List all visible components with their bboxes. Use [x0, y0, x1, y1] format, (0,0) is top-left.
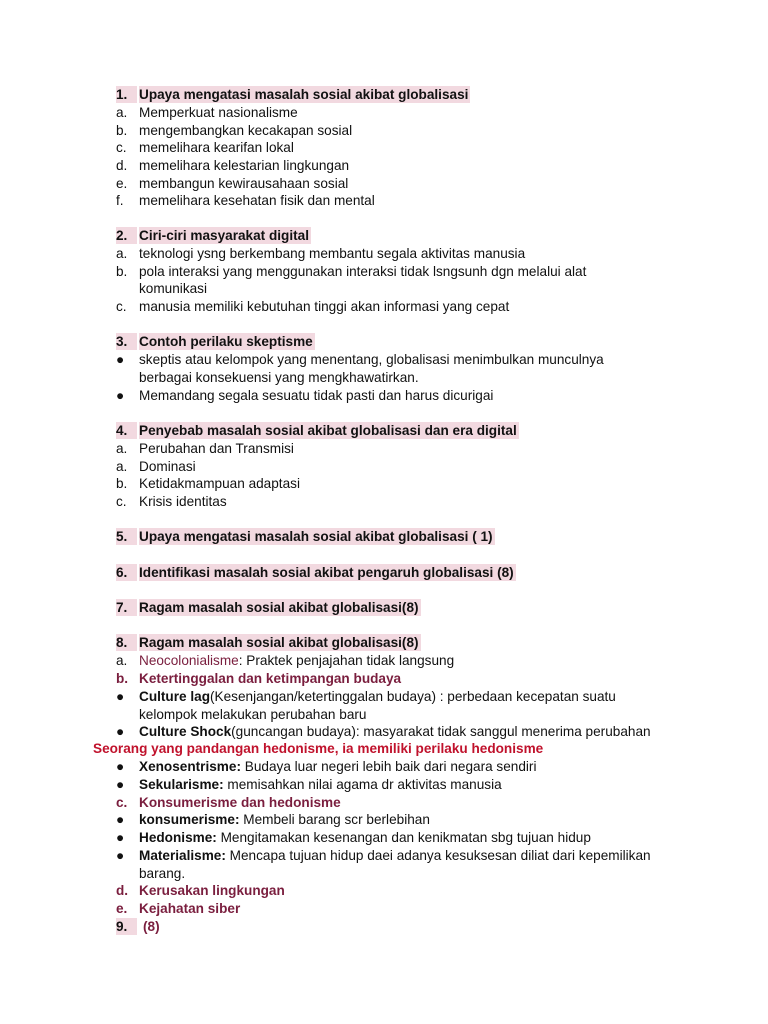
bullet-icon: ●	[116, 777, 125, 792]
note-text: Seorang yang pandangan hedonisme, ia memiliki perilaku hedonisme	[93, 741, 544, 756]
heading-text: Penyebab masalah sosial akibat globalisasi dan era digital	[139, 423, 517, 438]
term: Culture lag	[139, 689, 210, 704]
heading-text: Upaya mengatasi masalah sosial akibat globalisasi	[139, 87, 469, 102]
term: Xenosentrisme:	[139, 759, 241, 774]
definition: : Praktek penjajahan tidak langsung	[238, 653, 455, 668]
list-text: memelihara kelestarian lingkungan	[139, 158, 350, 173]
list-text: berbagai konsekuensi yang mengkhawatirkan.	[139, 370, 419, 385]
definition: Membeli barang scr berlebihan	[239, 812, 430, 827]
list-text: Ketertinggalan dan ketimpangan budaya	[139, 671, 402, 686]
list-marker: b.	[116, 264, 128, 279]
bullet-icon: ●	[116, 830, 125, 845]
list-text: memelihara kesehatan fisik dan mental	[139, 193, 375, 208]
bullet-icon: ●	[116, 848, 125, 863]
definition: (Kesenjangan/ketertinggalan budaya) : perbedaan kecepatan suatu	[210, 689, 616, 704]
term: Sekularisme:	[139, 777, 224, 792]
bullet-icon: ●	[116, 689, 125, 704]
list-text: Ketidakmampuan adaptasi	[139, 476, 300, 491]
list-marker: a.	[116, 459, 128, 474]
heading-number: 1.	[116, 86, 137, 103]
list-text: barang.	[139, 866, 186, 881]
definition: memisahkan nilai agama dr aktivitas manusia	[223, 777, 502, 792]
heading-text: Ciri-ciri masyarakat digital	[139, 228, 309, 243]
heading-text: Ragam masalah sosial akibat globalisasi(8)	[139, 635, 419, 650]
heading-text: Upaya mengatasi masalah sosial akibat globalisasi ( 1)	[139, 529, 493, 544]
list-text: Dominasi	[139, 459, 196, 474]
list-text: Konsumerisme dan hedonisme	[139, 795, 341, 810]
list-text: kelompok melakukan perubahan baru	[139, 707, 367, 722]
term: konsumerisme:	[139, 812, 240, 827]
list-text: komunikasi	[139, 281, 207, 296]
list-text: memelihara kearifan lokal	[139, 140, 294, 155]
list-marker: b.	[116, 123, 128, 138]
list-marker: a.	[116, 653, 128, 668]
list-marker: a.	[116, 105, 128, 120]
list-marker: c.	[116, 494, 127, 509]
definition: Budaya luar negeri lebih baik dari negara sendiri	[241, 759, 537, 774]
definition: Mengitamakan kesenangan dan kenikmatan sbg tujuan hidup	[216, 830, 591, 845]
list-marker: a.	[116, 441, 128, 456]
list-text: membangun kewirausahaan sosial	[139, 176, 349, 191]
list-marker: e.	[116, 176, 128, 191]
heading-number: 8.	[116, 634, 137, 651]
list-marker: b.	[116, 476, 128, 491]
bullet-icon: ●	[116, 759, 125, 774]
heading-number: 7.	[116, 599, 137, 616]
heading-text: Ragam masalah sosial akibat globalisasi(8)	[139, 600, 419, 615]
list-marker: c.	[116, 795, 128, 810]
heading-number: 2.	[116, 227, 137, 244]
definition: (guncangan budaya): masyarakat tidak sanggul menerima perubahan	[231, 724, 651, 739]
list-text: manusia memiliki kebutuhan tinggi akan informasi yang cepat	[139, 299, 510, 314]
heading-text: (8)	[143, 919, 160, 934]
bullet-icon: ●	[116, 812, 125, 827]
list-marker: e.	[116, 901, 128, 916]
list-marker: a.	[116, 246, 128, 261]
bullet-icon: ●	[116, 724, 125, 739]
list-text: Memperkuat nasionalisme	[139, 105, 298, 120]
heading-text: Contoh perilaku skeptisme	[139, 334, 313, 349]
heading-number: 5.	[116, 528, 137, 545]
list-text: Krisis identitas	[139, 494, 227, 509]
list-text: mengembangkan kecakapan sosial	[139, 123, 353, 138]
list-text: skeptis atau kelompok yang menentang, globalisasi menimbulkan munculnya	[139, 352, 604, 367]
list-text: Perubahan dan Transmisi	[139, 441, 294, 456]
list-text: pola interaksi yang menggunakan interaksi tidak lsngsunh dgn melalui alat	[139, 264, 587, 279]
list-marker: f.	[116, 193, 124, 208]
list-marker: d.	[116, 883, 129, 898]
heading-text: Identifikasi masalah sosial akibat pengaruh globalisasi (8)	[139, 565, 514, 580]
heading-number: 6.	[116, 564, 137, 581]
list-marker: c.	[116, 140, 127, 155]
list-text: Memandang segala sesuatu tidak pasti dan harus dicurigai	[139, 388, 494, 403]
list-text: Kejahatan siber	[139, 901, 241, 916]
term: Culture Shock	[139, 724, 232, 739]
term: Materialisme:	[139, 848, 226, 863]
list-marker: b.	[116, 671, 129, 686]
list-marker: d.	[116, 158, 128, 173]
term: Hedonisme:	[139, 830, 217, 845]
list-text: teknologi ysng berkembang membantu segala aktivitas manusia	[139, 246, 526, 261]
heading-number: 4.	[116, 422, 137, 439]
definition: Mencapa tujuan hidup daei adanya kesuksesan diliat dari kepemilikan	[225, 848, 651, 863]
heading-number: 9.	[116, 918, 137, 935]
heading-number: 3.	[116, 333, 137, 350]
term: Neocolonialisme	[139, 653, 239, 668]
bullet-icon: ●	[116, 352, 125, 367]
bullet-icon: ●	[116, 388, 125, 403]
list-text: Kerusakan lingkungan	[139, 883, 285, 898]
list-marker: c.	[116, 299, 127, 314]
